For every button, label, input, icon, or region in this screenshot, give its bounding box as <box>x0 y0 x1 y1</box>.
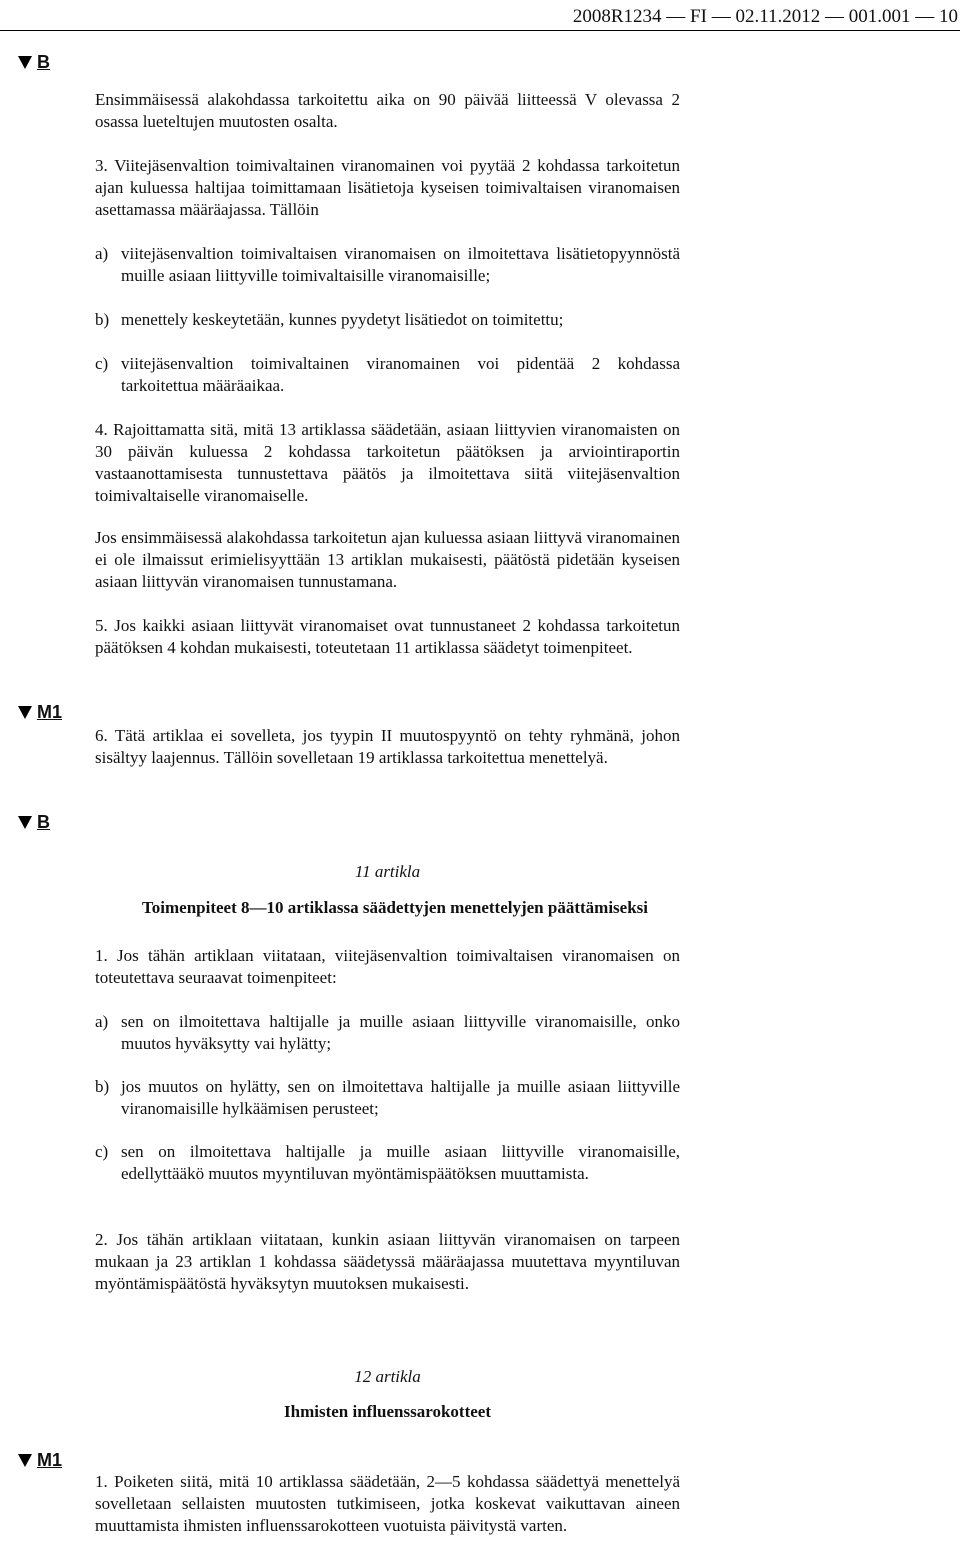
article-11-item-a <box>95 1011 680 1055</box>
article-11-item-b <box>95 1076 680 1120</box>
list-text: sen on ilmoitettava haltijalle ja muille asiaan liittyville viranomaisille, edellyttääkö muutos myyntiluvan myöntämispäätöksen muuttamista. <box>121 1142 680 1183</box>
list-item-3a <box>95 243 680 287</box>
marker-code: B <box>37 812 50 832</box>
triangle-down-icon <box>18 816 32 829</box>
paragraph-5: 5. Jos kaikki asiaan liittyvät viranomaiset ovat tunnustaneet 2 kohdassa tarkoitetun päätöksen 4 kohdan mukaisesti, toteutetaan 11 artiklassa säädetyt toimenpiteet. <box>95 616 680 657</box>
list-item-3c <box>95 353 680 397</box>
triangle-down-icon <box>18 1454 32 1467</box>
marker-code: M1 <box>37 702 63 722</box>
paragraph-4-second: Jos ensimmäisessä alakohdassa tarkoitetun ajan kuluessa asiaan liittyvä viranomainen ei ole ilmaissut erimielisyyttään 13 artiklan mukaisesti, päätöstä pidetään kyseisen asiaan liittyvän viranomaisen tunnustamana. <box>95 528 680 591</box>
page-header: 2008R1234 — FI — 02.11.2012 — 001.001 — 10 <box>0 2 960 31</box>
list-text: jos muutos on hylätty, sen on ilmoitettava haltijalle ja muille asiaan liittyville viranomaisille hylkäämisen perusteet; <box>121 1077 680 1118</box>
triangle-down-icon <box>18 56 32 69</box>
article-11-paragraph-2: 2. Jos tähän artiklaan viitataan, kunkin asiaan liittyvän viranomaisen on tarpeen mukaan ja 23 artiklan 1 kohdassa säädetyssä määräajassa muutettava myyntiluvan myöntämispäätöstä hyväksytyn muutoksen mukaisesti. <box>95 1230 680 1293</box>
amendment-marker-b <box>18 52 50 73</box>
list-label: c) <box>95 1142 109 1161</box>
triangle-down-icon <box>18 706 32 719</box>
amendment-marker-m1 <box>18 1450 62 1471</box>
paragraph-6: 6. Tätä artiklaa ei sovelleta, jos tyypin II muutospyyntö on tehty ryhmänä, johon sisältyy laajennus. Tällöin sovelletaan 19 artiklassa tarkoitettua menettelyä. <box>95 726 680 767</box>
article-12-number: 12 artikla <box>354 1367 421 1386</box>
paragraph-intro: Ensimmäisessä alakohdassa tarkoitettu aika on 90 päivää liitteessä V olevassa 2 osassa lueteltujen muutosten osalta. <box>95 90 680 131</box>
amendment-marker-b <box>18 812 50 833</box>
paragraph-4: 4. Rajoittamatta sitä, mitä 13 artiklassa säädetään, asiaan liittyvien viranomaisten on 30 päivän kuluessa 2 kohdassa tarkoitetun päätöksen ja arviointiraportin vastaanottamisesta tunnustettava päätös ja ilmoitettava siitä viitejäsenvaltion toimivaltaiselle viranomaiselle. <box>95 420 680 505</box>
paragraph-3: 3. Viitejäsenvaltion toimivaltainen viranomainen voi pyytää 2 kohdassa tarkoitetun ajan kuluessa haltijaa toimittamaan lisätietoja kyseisen toimivaltaisen viranomaisen asettamassa määräajassa. Tällöin <box>95 156 680 219</box>
list-text: viitejäsenvaltion toimivaltaisen viranomaisen on ilmoitettava lisätietopyynnöstä muille asiaan liittyville toimivaltaisille viranomaisille; <box>121 244 680 285</box>
list-label: a) <box>95 1012 109 1031</box>
list-text: sen on ilmoitettava haltijalle ja muille asiaan liittyville viranomaisille, onko muutos hyväksytty vai hylätty; <box>121 1012 680 1053</box>
list-label: b) <box>95 1077 110 1096</box>
list-label: a) <box>95 244 109 263</box>
article-11-paragraph-1: 1. Jos tähän artiklaan viitataan, viitejäsenvaltion toimivaltaisen viranomaisen on toteutettava seuraavat toimenpiteet: <box>95 946 680 987</box>
article-12-title: Ihmisten influenssarokotteet <box>284 1402 491 1421</box>
list-label: b) <box>95 310 110 329</box>
article-11-number: 11 artikla <box>354 862 421 881</box>
marker-code: B <box>37 52 50 72</box>
marker-code: M1 <box>37 1450 63 1470</box>
list-text: viitejäsenvaltion toimivaltainen viranomainen voi pidentää 2 kohdassa tarkoitettua määräaikaa. <box>121 354 680 395</box>
amendment-marker-m1 <box>18 702 62 723</box>
article-11-title: Toimenpiteet 8—10 artiklassa säädettyjen menettelyjen päättämiseksi <box>141 898 648 917</box>
list-text: menettely keskeytetään, kunnes pyydetyt lisätiedot on toimitettu; <box>121 310 564 329</box>
article-12-paragraph-1: 1. Poiketen siitä, mitä 10 artiklassa säädetään, 2—5 kohdassa säädettyä menettelyä sovelletaan sellaisten muutosten tutkimiseen, jotka koskevat vaikuttavan aineen muuttamista ihmisten influenssarokotteen vuotuista päivitystä varten. <box>95 1472 680 1535</box>
list-label: c) <box>95 354 109 373</box>
article-11-item-c <box>95 1141 680 1185</box>
list-item-3b <box>95 309 680 331</box>
